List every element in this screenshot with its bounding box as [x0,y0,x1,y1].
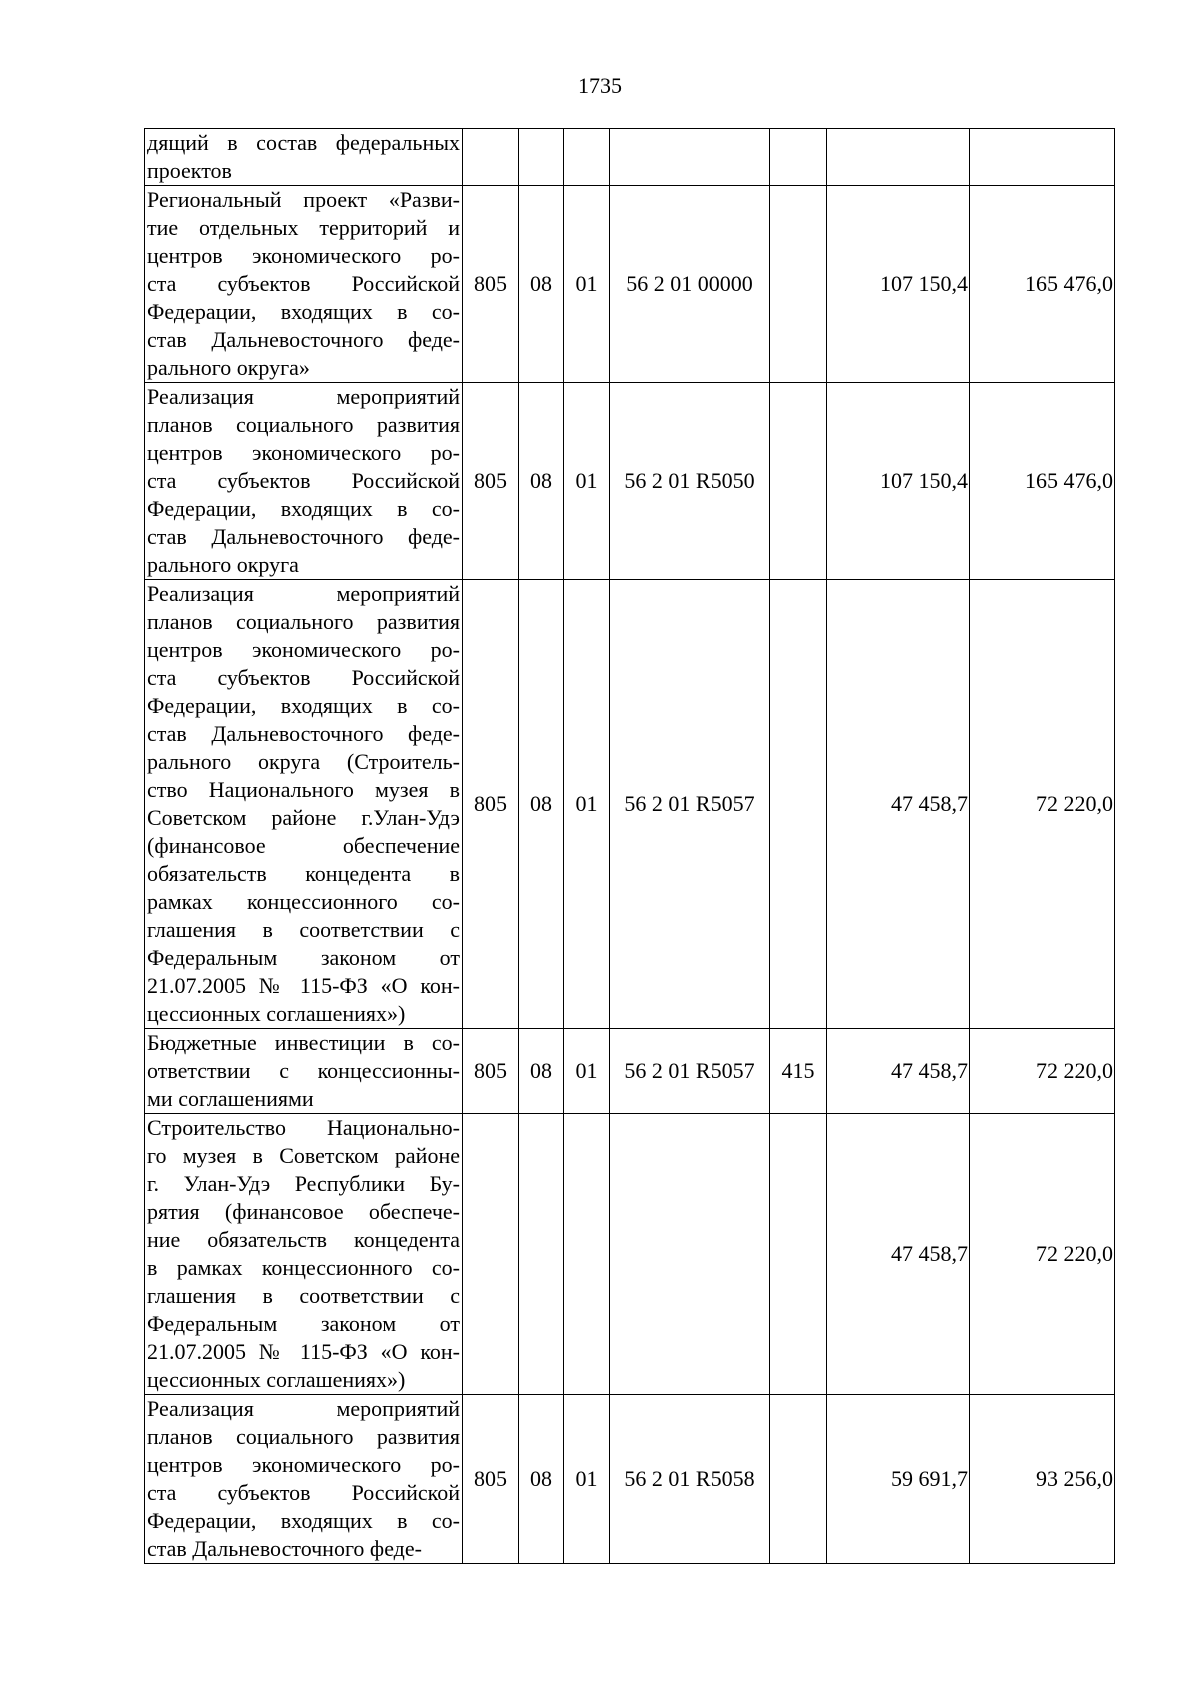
amount-year-1: 107 150,4 [827,383,970,580]
ministry-code [463,1114,519,1395]
description-line: планов социального развития [147,1424,460,1449]
target-article-code [610,129,770,186]
expense-type-code [770,129,827,186]
amount-year-2: 72 220,0 [970,1029,1115,1114]
description-line: рального округа» [147,355,310,380]
description-line: планов социального развития [147,609,460,634]
page-number: 1735 [578,73,622,98]
section-code: 08 [519,383,564,580]
description-line: Федерации, входящих в со- [147,496,460,521]
description-line: рального округа (Строитель- [147,749,460,774]
ministry-code: 805 [463,580,519,1029]
table-row [145,186,1115,383]
subsection-code: 01 [564,383,610,580]
description-line: центров экономического ро- [147,243,460,268]
section-code [519,129,564,186]
description-line: планов социального развития [147,412,460,437]
amount-year-2: 93 256,0 [970,1395,1115,1564]
subsection-code: 01 [564,1395,610,1564]
amount-year-1 [827,129,970,186]
target-article-code [610,1114,770,1395]
subsection-code: 01 [564,1029,610,1114]
section-code: 08 [519,580,564,1029]
amount-year-1: 47 458,7 [827,1114,970,1395]
description-line: став Дальневосточного феде- [147,327,460,352]
row-description [145,129,463,186]
description-line: 21.07.2005 № 115-ФЗ «О кон- [147,1339,460,1364]
ministry-code [463,129,519,186]
description-line: рамках концессионного со- [147,889,460,914]
description-line: ста субъектов Российской [147,468,460,493]
subsection-code [564,1114,610,1395]
description-line: го музея в Советском районе [147,1143,460,1168]
subsection-code: 01 [564,580,610,1029]
section-code: 08 [519,1395,564,1564]
description-line: цессионных соглашениях») [147,1367,406,1392]
expense-type-code [770,186,827,383]
row-description [145,1029,463,1114]
amount-year-2: 165 476,0 [970,383,1115,580]
description-line: цессионных соглашениях») [147,1001,406,1026]
description-line: ответствии с концессионны- [147,1058,460,1083]
description-line: став Дальневосточного феде- [147,721,460,746]
expense-type-code [770,1395,827,1564]
table-row [145,383,1115,580]
amount-year-1: 47 458,7 [827,1029,970,1114]
section-code [519,1114,564,1395]
amount-year-2: 72 220,0 [970,1114,1115,1395]
description-line: ство Национального музея в [147,777,460,802]
description-line: Реализация мероприятий [147,384,460,409]
row-description [145,1395,463,1564]
description-line: Федерации, входящих в со- [147,299,460,324]
ministry-code: 805 [463,1029,519,1114]
description-line: обязательств концедента в [147,861,460,886]
expense-type-code: 415 [770,1029,827,1114]
target-article-code: 56 2 01 R5057 [610,580,770,1029]
description-line: Федерации, входящих в со- [147,693,460,718]
description-line: (финансовое обеспечение [147,833,460,858]
description-line: Федеральным законом от [147,945,460,970]
description-line: проектов [147,158,232,183]
description-line: став Дальневосточного феде- [147,1536,422,1561]
amount-year-1: 107 150,4 [827,186,970,383]
section-code: 08 [519,1029,564,1114]
description-line: Реализация мероприятий [147,581,460,606]
expense-type-code [770,580,827,1029]
table-row [145,580,1115,1029]
description-line: рального округа [147,552,299,577]
target-article-code: 56 2 01 R5057 [610,1029,770,1114]
description-line: Реализация мероприятий [147,1396,460,1421]
amount-year-1: 59 691,7 [827,1395,970,1564]
row-description [145,383,463,580]
description-line: тие отдельных территорий и [147,215,460,240]
description-line: г. Улан-Удэ Республики Бу- [147,1171,460,1196]
target-article-code: 56 2 01 00000 [610,186,770,383]
amount-year-1: 47 458,7 [827,580,970,1029]
description-line: став Дальневосточного феде- [147,524,460,549]
expense-type-code [770,1114,827,1395]
description-line: ми соглашениями [147,1086,314,1111]
description-line: 21.07.2005 № 115-ФЗ «О кон- [147,973,460,998]
description-line: глашения в соответствии с [147,1283,460,1308]
description-line: центров экономического ро- [147,637,460,662]
row-description [145,186,463,383]
subsection-code [564,129,610,186]
budget-table [144,128,1115,1564]
description-line: ста субъектов Российской [147,271,460,296]
description-line: глашения в соответствии с [147,917,460,942]
ministry-code: 805 [463,186,519,383]
description-line: дящий в состав федеральных [147,130,460,155]
table-row [145,1029,1115,1114]
amount-year-2: 165 476,0 [970,186,1115,383]
amount-year-2: 72 220,0 [970,580,1115,1029]
section-code: 08 [519,186,564,383]
description-line: в рамках концессионного со- [147,1255,460,1280]
description-line: ста субъектов Российской [147,665,460,690]
description-line: Советском районе г.Улан-Удэ [147,805,460,830]
description-line: Региональный проект «Разви- [147,187,460,212]
target-article-code: 56 2 01 R5058 [610,1395,770,1564]
description-line: Строительство Национально- [147,1115,460,1140]
description-line: ста субъектов Российской [147,1480,460,1505]
row-description [145,1114,463,1395]
description-line: центров экономического ро- [147,440,460,465]
expense-type-code [770,383,827,580]
table-row [145,1114,1115,1395]
row-description [145,580,463,1029]
description-line: центров экономического ро- [147,1452,460,1477]
ministry-code: 805 [463,383,519,580]
amount-year-2 [970,129,1115,186]
table-row [145,1395,1115,1564]
description-line: Федеральным законом от [147,1311,460,1336]
table-row [145,129,1115,186]
description-line: ние обязательств концедента [147,1227,460,1252]
target-article-code: 56 2 01 R5050 [610,383,770,580]
description-line: Федерации, входящих в со- [147,1508,460,1533]
subsection-code: 01 [564,186,610,383]
description-line: Бюджетные инвестиции в со- [147,1030,460,1055]
description-line: рятия (финансовое обеспече- [147,1199,460,1224]
ministry-code: 805 [463,1395,519,1564]
